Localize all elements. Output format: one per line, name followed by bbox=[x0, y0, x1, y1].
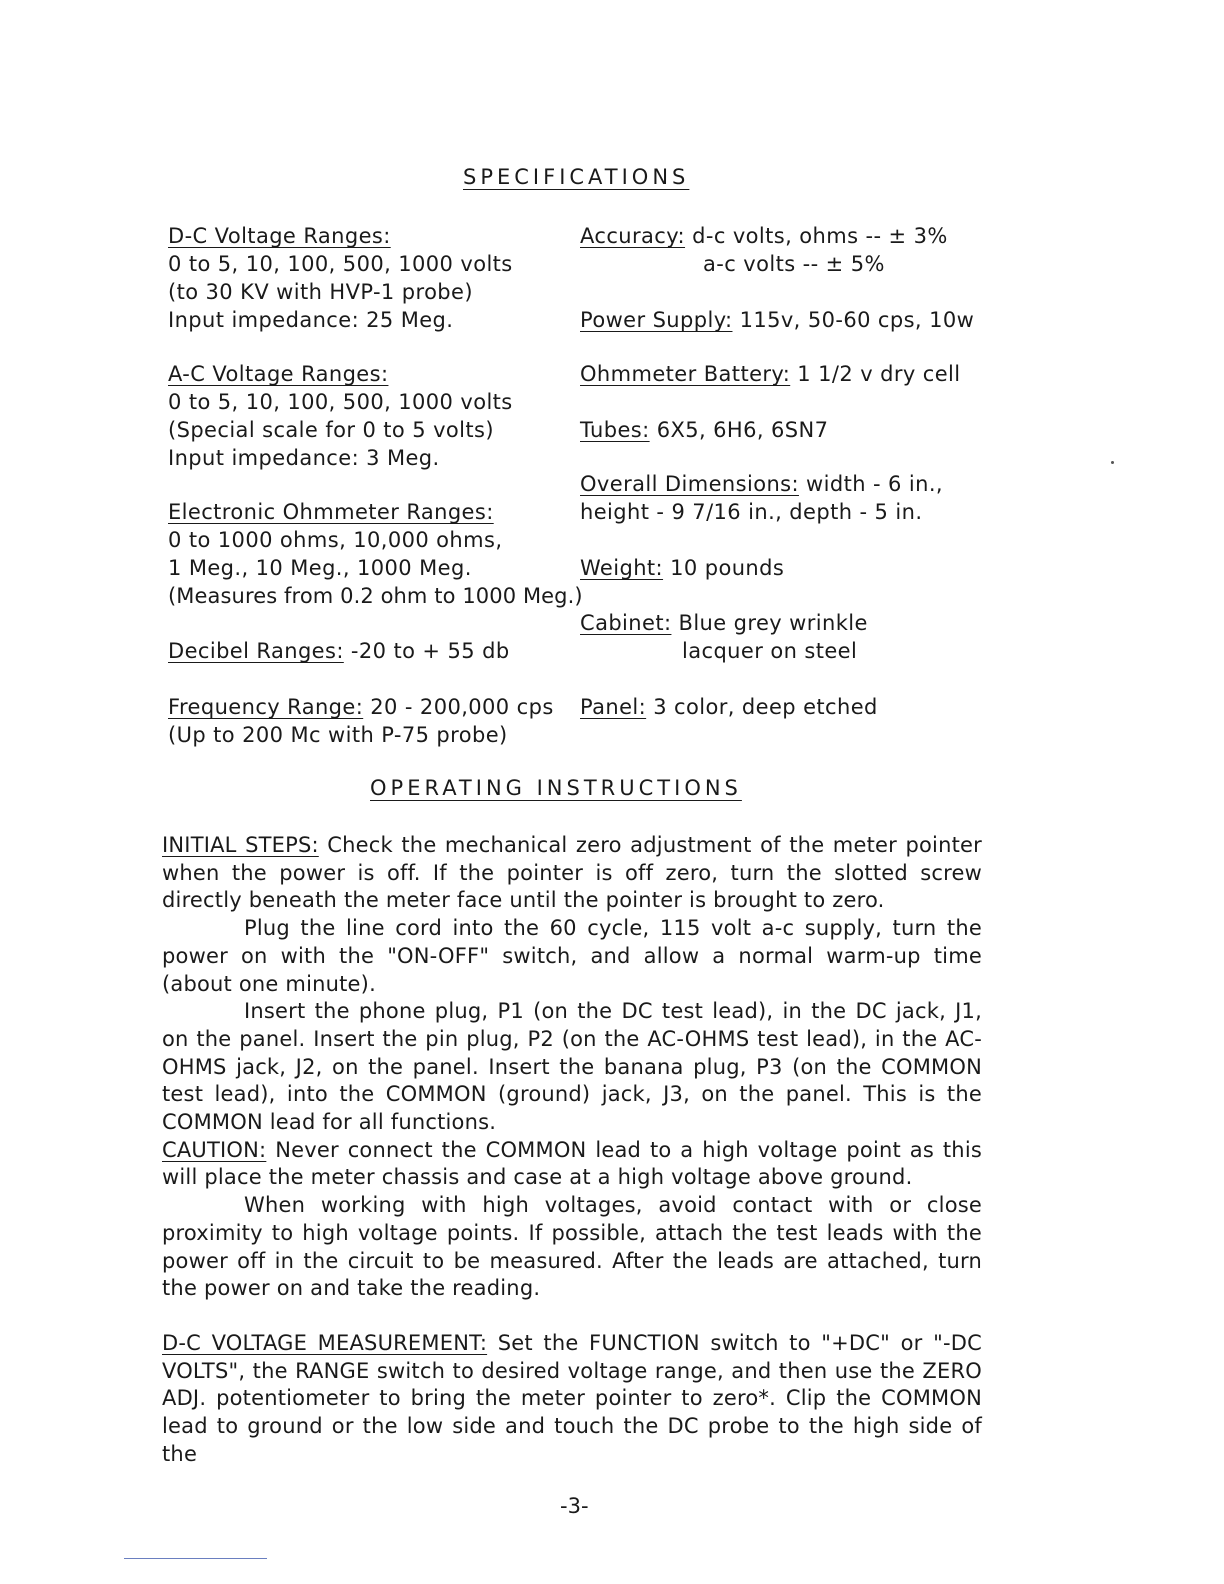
ac-voltage-line2: (Special scale for 0 to 5 volts) bbox=[168, 418, 494, 442]
tubes-label: Tubes: bbox=[580, 418, 650, 442]
caution-label: CAUTION: bbox=[162, 1137, 267, 1162]
dimensions-line2: height - 9 7/16 in., depth - 5 in. bbox=[580, 500, 923, 524]
dc-voltage-line2: (to 30 KV with HVP-1 probe) bbox=[168, 280, 473, 304]
ohmmeter-battery-label: Ohmmeter Battery: bbox=[580, 362, 791, 386]
ohmmeter-line3: (Measures from 0.2 ohm to 1000 Meg.) bbox=[168, 584, 583, 608]
weight-label: Weight: bbox=[580, 556, 664, 580]
footer-rule bbox=[124, 1558, 267, 1559]
ac-voltage-line1: 0 to 5, 10, 100, 500, 1000 volts bbox=[168, 390, 513, 414]
initial-steps-label: INITIAL STEPS: bbox=[162, 833, 319, 857]
accuracy bbox=[580, 222, 948, 250]
weight-value: 10 pounds bbox=[670, 556, 785, 580]
dc-voltage-line3: Input impedance: 25 Meg. bbox=[168, 308, 454, 332]
dc-voltage-line1: 0 to 5, 10, 100, 500, 1000 volts bbox=[168, 252, 513, 276]
accuracy-label: Accuracy: bbox=[580, 224, 686, 248]
caution-text: Never connect the COMMON lead to a high voltage point as this will place the meter chassis and case at a high voltage above ground. bbox=[162, 1137, 982, 1190]
ac-voltage-label: A-C Voltage Ranges: bbox=[168, 362, 389, 386]
weight bbox=[580, 554, 784, 582]
panel-value: 3 color, deep etched bbox=[653, 695, 878, 719]
dc-measurement-body bbox=[162, 1330, 982, 1469]
margin-mark bbox=[1111, 461, 1114, 464]
high-voltage-paragraph: When working with high voltages, avoid contact with or close proximity to high voltage points. If possible, attach the test leads with the power off in the circuit to be measured. After the leads are attached, turn the power on and take the reading. bbox=[162, 1193, 982, 1301]
accuracy-line1: d-c volts, ohms -- ± 3% bbox=[692, 224, 948, 248]
decibel-ranges bbox=[168, 637, 510, 665]
operating-instructions-heading: OPERATING INSTRUCTIONS bbox=[370, 776, 742, 800]
initial-steps-text: Check the mechanical zero adjustment of the meter pointer when the power is off. If the pointer is off zero, turn the slotted screw directly beneath the meter face until the pointer is brought to zero. bbox=[162, 833, 982, 913]
specifications-heading: SPECIFICATIONS bbox=[463, 165, 690, 189]
cabinet-value: Blue grey wrinkle bbox=[678, 611, 868, 635]
dimensions-value: width - 6 in., bbox=[806, 472, 943, 496]
overall-dimensions bbox=[580, 470, 943, 498]
power-supply-value: 115v, 50-60 cps, 10w bbox=[739, 308, 975, 332]
accuracy-line2: a-c volts -- ± 5% bbox=[703, 252, 885, 276]
power-supply bbox=[580, 306, 974, 334]
frequency-line2: (Up to 200 Mc with P-75 probe) bbox=[168, 723, 508, 747]
dc-measurement-text: Set the FUNCTION switch to "+DC" or "-DC VOLTS", the RANGE switch to desired voltage range, and then use the ZERO ADJ. potentiometer to bring the meter pointer to zero*. Clip the COMMON lead to ground or the low side and touch the DC probe to the high side of the bbox=[162, 1331, 982, 1466]
ohmmeter-line1: 0 to 1000 ohms, 10,000 ohms, bbox=[168, 528, 503, 552]
ohmmeter-battery bbox=[580, 360, 961, 388]
cabinet-line2: lacquer on steel bbox=[682, 639, 858, 663]
insert-paragraph: Insert the phone plug, P1 (on the DC test lead), in the DC jack, J1, on the panel. Insert the pin plug, P2 (on the AC-OHMS test lead), in the AC-OHMS jack, J2, on the panel. Insert the banana plug, P3 (on the COMMON test lead), into the COMMON (ground) jack, J3, on the panel. This is the COMMON lead for all functions. bbox=[162, 999, 982, 1135]
panel-label: Panel: bbox=[580, 695, 647, 719]
tubes-value: 6X5, 6H6, 6SN7 bbox=[656, 418, 829, 442]
ohmmeter-ranges-label: Electronic Ohmmeter Ranges: bbox=[168, 500, 494, 524]
plug-paragraph: Plug the line cord into the 60 cycle, 115 volt a-c supply, turn the power on with the "ON-OFF" switch, and allow a normal warm-up time (about one minute). bbox=[162, 916, 982, 996]
dc-measurement-paragraph bbox=[162, 1330, 982, 1469]
dimensions-label: Overall Dimensions: bbox=[580, 472, 799, 496]
cabinet-label: Cabinet: bbox=[580, 611, 672, 635]
dc-measurement-label: D-C VOLTAGE MEASUREMENT: bbox=[162, 1331, 488, 1355]
frequency-label: Frequency Range: bbox=[168, 695, 364, 719]
initial-steps-paragraph bbox=[162, 832, 982, 915]
decibel-label: Decibel Ranges: bbox=[168, 639, 344, 663]
dc-voltage-label: D-C Voltage Ranges: bbox=[168, 224, 391, 248]
cabinet bbox=[580, 609, 868, 637]
ohmmeter-battery-value: 1 1/2 v dry cell bbox=[797, 362, 961, 386]
tubes bbox=[580, 416, 828, 444]
frequency-range bbox=[168, 693, 554, 721]
decibel-value: -20 to + 55 db bbox=[350, 639, 510, 663]
instructions-body bbox=[162, 832, 982, 1303]
ac-voltage-line3: Input impedance: 3 Meg. bbox=[168, 446, 440, 470]
panel bbox=[580, 693, 878, 721]
power-supply-label: Power Supply: bbox=[580, 308, 733, 332]
frequency-value: 20 - 200,000 cps bbox=[370, 695, 554, 719]
caution-paragraph bbox=[162, 1137, 982, 1192]
page-number: -3- bbox=[560, 1494, 589, 1518]
ohmmeter-line2: 1 Meg., 10 Meg., 1000 Meg. bbox=[168, 556, 472, 580]
